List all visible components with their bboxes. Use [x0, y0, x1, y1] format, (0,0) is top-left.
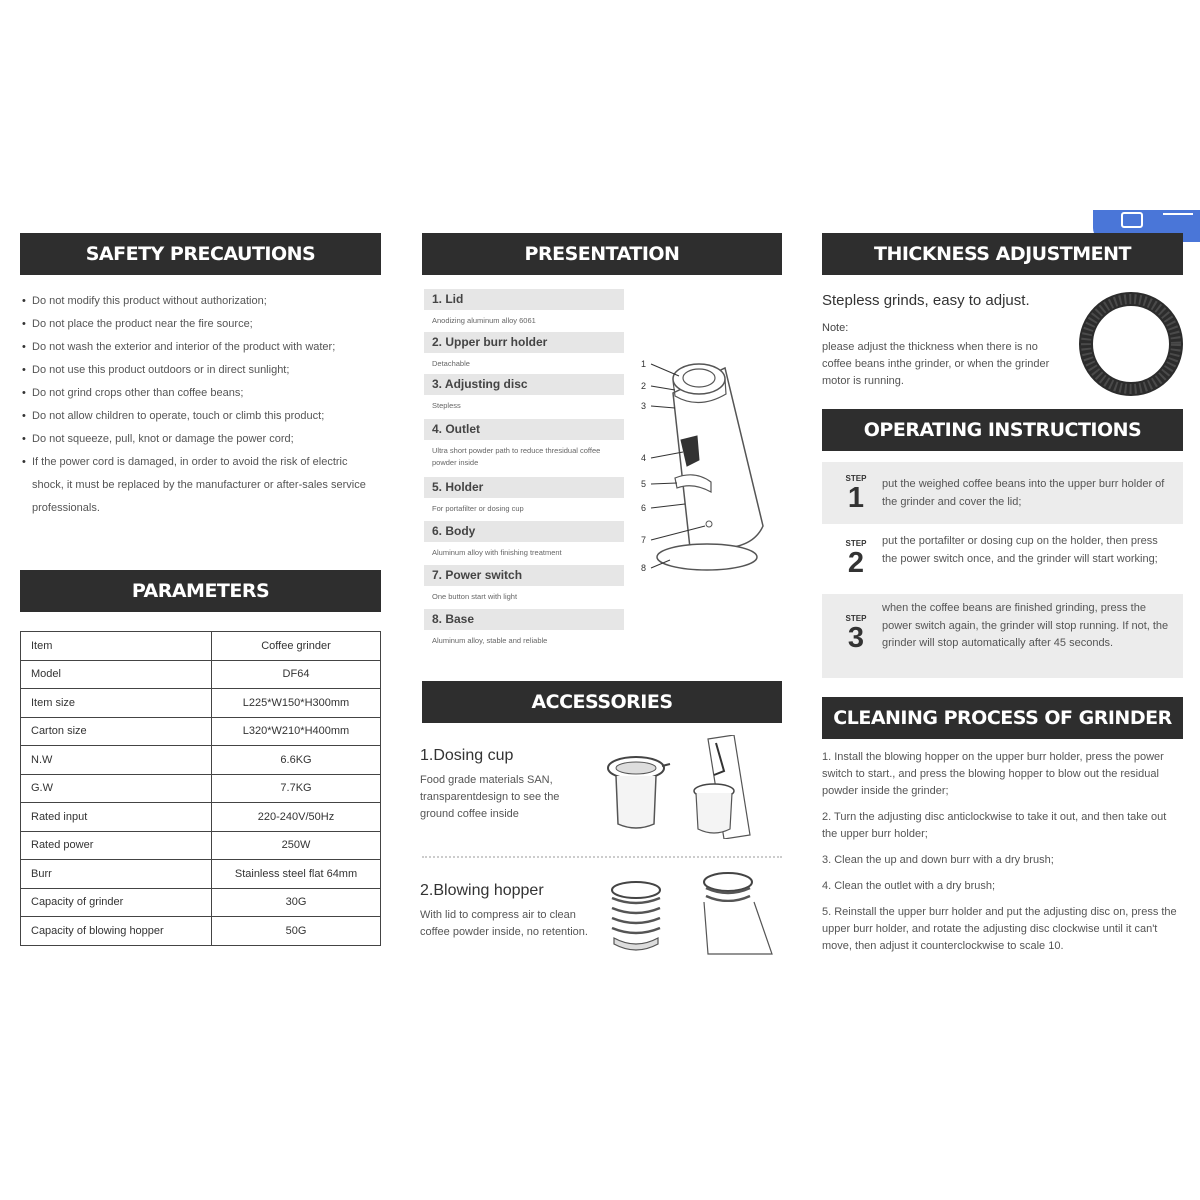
thickness-header: THICKNESS ADJUSTMENT — [822, 233, 1183, 275]
list-item: 1. Install the blowing hopper on the upper burr holder, press the power switch to start., and press the blowing hopper to blow out the residual powder inside the grinder; — [822, 751, 1164, 797]
list-item: • If the power cord is damaged, in order to avoid the risk of electric shock, it must be replaced by the manufacturer or after-sales service professionals. — [22, 451, 382, 520]
part-label: 5. Holder — [424, 477, 624, 498]
param-value: 7.7KG — [212, 774, 381, 803]
part-label: 1. Lid — [424, 289, 624, 310]
param-value: 250W — [212, 831, 381, 860]
step-1 — [822, 462, 1183, 524]
part-desc: Anodizing aluminum alloy 6061 — [432, 316, 536, 325]
table-row — [21, 917, 381, 946]
part-label: 8. Base — [424, 609, 624, 630]
list-item: • Do not allow children to operate, touch or climb this product; — [22, 405, 382, 428]
part-item-power-switch — [424, 565, 624, 603]
step-number: 3 — [847, 622, 865, 654]
note-text: please adjust the thickness when there is no coffee beans inthe grinder, or when the grinder motor is running. — [822, 341, 1050, 387]
param-value: L225*W150*H300mm — [212, 689, 381, 718]
param-key: Carton size — [21, 717, 212, 746]
cleaning-header: CLEANING PROCESS OF GRINDER — [822, 697, 1183, 739]
table-row — [21, 803, 381, 832]
step-number: 1 — [847, 482, 865, 514]
part-desc: Detachable — [432, 359, 470, 368]
table-row — [21, 660, 381, 689]
document-icon — [1121, 212, 1143, 228]
dosing-cup-in-use-image — [688, 735, 780, 839]
step-number: 2 — [847, 547, 865, 579]
accessories-header: ACCESSORIES — [422, 681, 782, 723]
list-item: 4. Clean the outlet with a dry brush; — [822, 880, 996, 892]
param-value: DF64 — [212, 660, 381, 689]
param-value: 50G — [212, 917, 381, 946]
param-key: Item size — [21, 689, 212, 718]
accessories-divider — [422, 856, 782, 858]
safety-list — [22, 290, 382, 520]
step-3 — [822, 594, 1183, 678]
accessory-desc: With lid to compress air to clean coffee powder inside, no retention. — [420, 909, 588, 938]
callout-number: 5 — [641, 479, 647, 489]
param-key: G.W — [21, 774, 212, 803]
param-value: 6.6KG — [212, 746, 381, 775]
part-desc: Aluminum alloy with finishing treatment — [432, 548, 562, 557]
step-text: put the portafilter or dosing cup on the holder, then press the power switch once, and the grinder will start working; — [882, 535, 1158, 565]
parameters-table — [20, 631, 381, 946]
param-key: Capacity of blowing hopper — [21, 917, 212, 946]
grinder-diagram — [635, 348, 780, 583]
part-desc: Ultra short powder path to reduce thresidual coffee powder inside — [432, 446, 601, 467]
list-item: 3. Clean the up and down burr with a dry brush; — [822, 854, 1054, 866]
list-item: • Do not modify this product without authorization; — [22, 290, 382, 313]
list-item: • Do not squeeze, pull, knot or damage the power cord; — [22, 428, 382, 451]
param-key: Model — [21, 660, 212, 689]
part-label: 4. Outlet — [424, 419, 624, 440]
part-desc: For portafilter or dosing cup — [432, 504, 524, 513]
list-item: 2. Turn the adjusting disc anticlockwise to take it out, and then take out the upper burr holder; — [822, 811, 1167, 840]
presentation-header: PRESENTATION — [422, 233, 782, 275]
callout-number: 3 — [641, 401, 647, 411]
table-row — [21, 746, 381, 775]
table-row — [21, 831, 381, 860]
operating-header: OPERATING INSTRUCTIONS — [822, 409, 1183, 451]
blowing-hopper-image — [604, 880, 668, 956]
part-item-outlet — [424, 419, 624, 469]
callout-number: 8 — [641, 563, 647, 573]
callout-number: 1 — [641, 359, 647, 369]
parameters-header: PARAMETERS — [20, 570, 381, 612]
note-label: Note: — [822, 322, 849, 334]
adjusting-disc-image — [1076, 290, 1186, 400]
part-label: 3. Adjusting disc — [424, 374, 624, 395]
list-item: • Do not place the product near the fire source; — [22, 313, 382, 336]
part-desc: Stepless — [432, 401, 461, 410]
table-row — [21, 717, 381, 746]
accessory-title: 2.Blowing hopper — [420, 882, 544, 899]
step-word: STEP — [845, 474, 867, 483]
table-row — [21, 860, 381, 889]
text-icon — [1163, 213, 1193, 219]
callout-number: 4 — [641, 453, 647, 463]
accessory-desc: Food grade materials SAN, transparentdesign to see the ground coffee inside — [420, 774, 560, 820]
param-key: Capacity of grinder — [21, 888, 212, 917]
param-key: Item — [21, 632, 212, 661]
param-value: 220-240V/50Hz — [212, 803, 381, 832]
param-key: Rated input — [21, 803, 212, 832]
step-2 — [822, 524, 1183, 594]
step-badge — [840, 539, 872, 577]
part-item-base — [424, 609, 624, 647]
param-value: Stainless steel flat 64mm — [212, 860, 381, 889]
safety-header: SAFETY PRECAUTIONS — [20, 233, 381, 275]
list-item: • Do not grind crops other than coffee beans; — [22, 382, 382, 405]
part-desc: One button start with light — [432, 592, 518, 601]
part-item-body — [424, 521, 624, 559]
part-item-adjusting-disc — [424, 374, 624, 412]
callout-number: 7 — [641, 535, 647, 545]
param-value: Coffee grinder — [212, 632, 381, 661]
blowing-hopper-in-use-image — [694, 868, 776, 956]
list-item: 5. Reinstall the upper burr holder and put the adjusting disc on, press the upper burr holder, and rotate the adjusting disc clockwise until it can't move, then adjust it counterclockwise to scale 10. — [822, 906, 1177, 952]
thickness-headline: Stepless grinds, easy to adjust. — [822, 292, 1030, 309]
callout-number: 6 — [641, 503, 647, 513]
param-key: N.W — [21, 746, 212, 775]
cleaning-list — [822, 749, 1184, 964]
part-item-upper-burr-holder — [424, 332, 624, 370]
part-label: 6. Body — [424, 521, 624, 542]
param-value: 30G — [212, 888, 381, 917]
step-badge — [840, 474, 872, 512]
dosing-cup-image — [602, 752, 672, 834]
param-value: L320*W210*H400mm — [212, 717, 381, 746]
step-text: put the weighed coffee beans into the upper burr holder of the grinder and cover the lid; — [882, 478, 1165, 508]
step-text: when the coffee beans are finished grinding, press the power switch again, the grinder will stop running. If not, the grinder will stop automatically after 45 seconds. — [882, 602, 1169, 649]
part-label: 7. Power switch — [424, 565, 624, 586]
step-badge — [840, 614, 872, 652]
part-desc: Aluminum alloy, stable and reliable — [432, 636, 548, 645]
param-key: Rated power — [21, 831, 212, 860]
table-row — [21, 689, 381, 718]
step-word: STEP — [845, 539, 867, 548]
table-row — [21, 632, 381, 661]
list-item: • Do not use this product outdoors or in direct sunlight; — [22, 359, 382, 382]
table-row — [21, 888, 381, 917]
param-key: Burr — [21, 860, 212, 889]
part-item-holder — [424, 477, 624, 515]
part-label: 2. Upper burr holder — [424, 332, 624, 353]
step-word: STEP — [845, 614, 867, 623]
accessory-title: 1.Dosing cup — [420, 747, 514, 764]
table-row — [21, 774, 381, 803]
part-item-lid — [424, 289, 624, 327]
list-item: • Do not wash the exterior and interior of the product with water; — [22, 336, 382, 359]
callout-number: 2 — [641, 381, 647, 391]
